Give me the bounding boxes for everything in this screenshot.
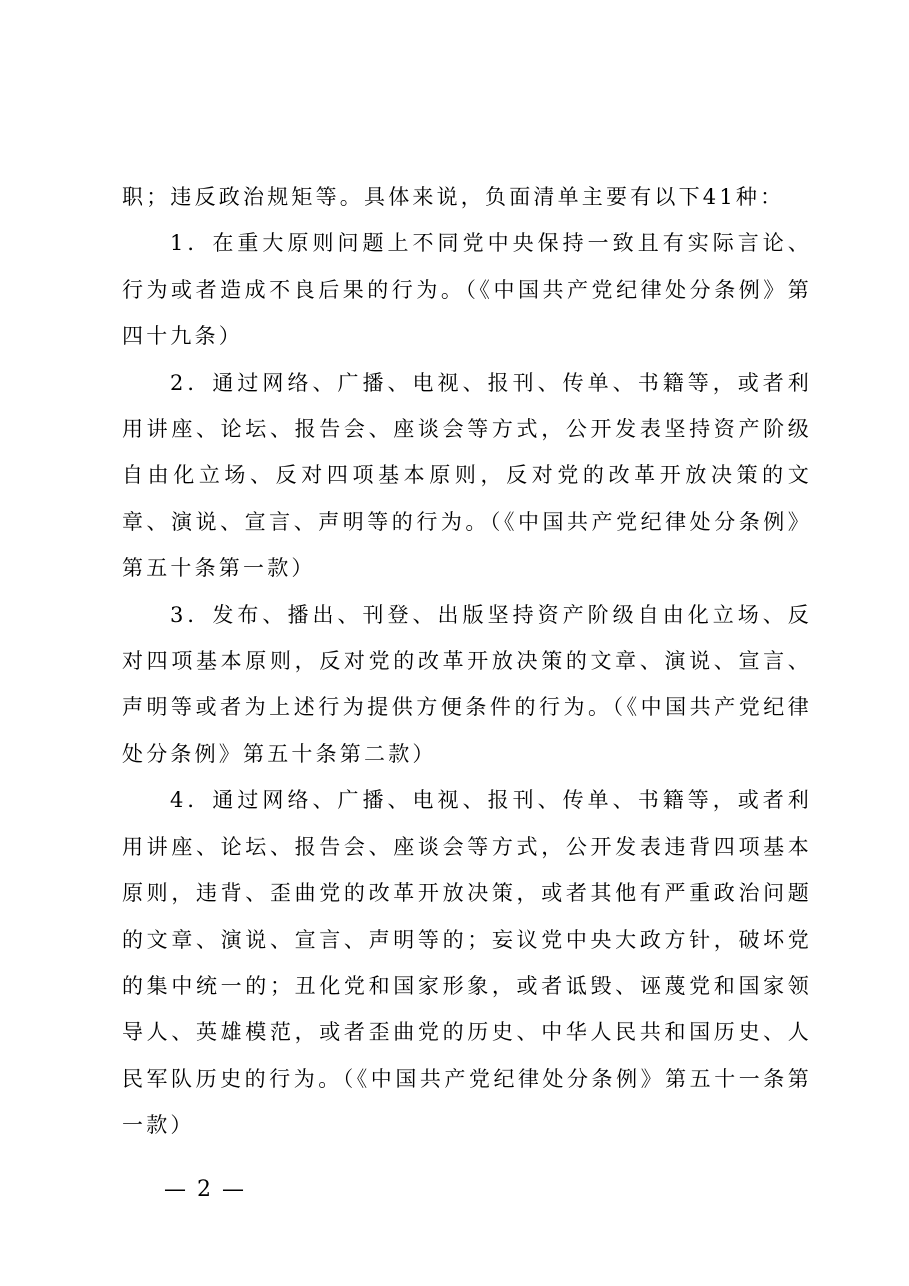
list-item-4: 4．通过网络、广播、电视、报刊、传单、书籍等，或者利用讲座、论坛、报告会、座谈会等方式，公开发表违背四项基本原则，违背、歪曲党的改革开放决策，或者其他有严重政治问题的文章、演说、宣言、声明等的；妄议党中央大政方针，破坏党的集中统一的；丑化党和国家形象，或者诋毁、诬蔑党和国家领导人、英雄模范，或者歪曲党的历史、中华人民共和国历史、人民军队历史的行为。（《中国共产党纪律处分条例》第五十一条第一款） (122, 788, 812, 1138)
list-item-2: 2．通过网络、广播、电视、报刊、传单、书籍等，或者利用讲座、论坛、报告会、座谈会等方式，公开发表坚持资产阶级自由化立场、反对四项基本原则，反对党的改革开放决策的文章、演说、宣言、声明等的行为。（《中国共产党纪律处分条例》第五十条第一款） (122, 370, 812, 581)
list-item-1: 1．在重大原则问题上不同党中央保持一致且有实际言论、行为或者造成不良后果的行为。（《中国共产党纪律处分条例》第四十九条） (122, 231, 812, 349)
page-number: — 2 — (164, 1177, 246, 1202)
document-body (122, 174, 812, 1149)
list-item-3: 3．发布、播出、刊登、出版坚持资产阶级自由化立场、反对四项基本原则，反对党的改革开放决策的文章、演说、宣言、声明等或者为上述行为提供方便条件的行为。（《中国共产党纪律处分条例》第五十条第二款） (122, 602, 812, 766)
continued-paragraph: 职；违反政治规矩等。具体来说，负面清单主要有以下41种： (122, 185, 785, 209)
